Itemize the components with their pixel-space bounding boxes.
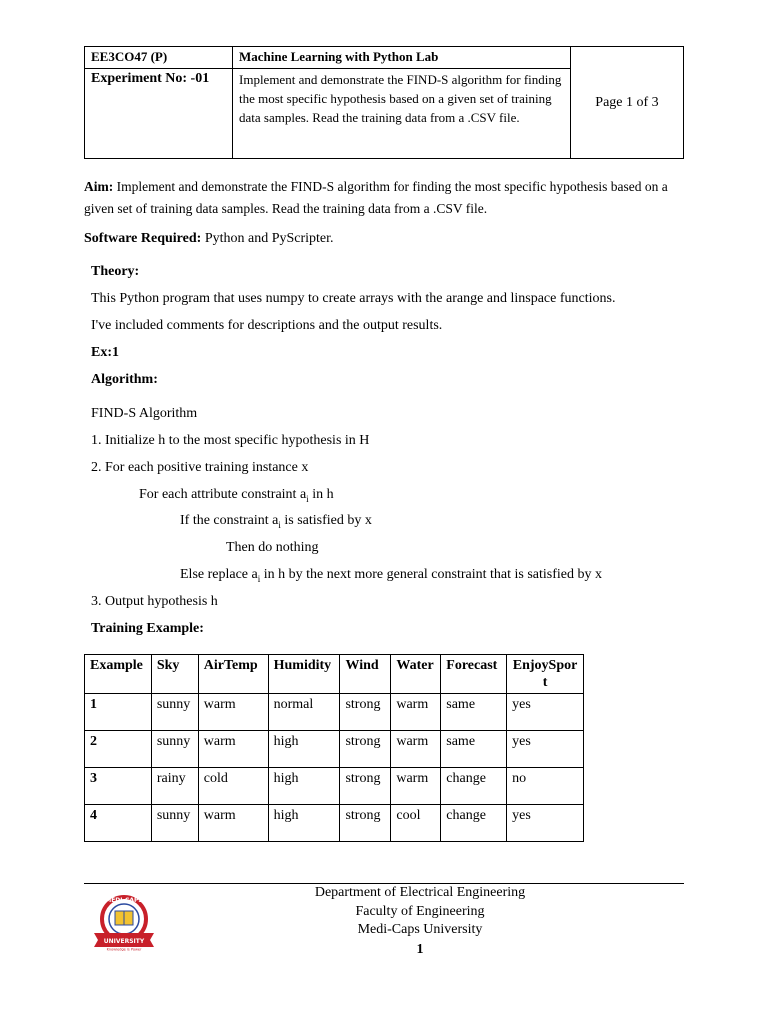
cell-forecast: change — [441, 805, 507, 842]
cell-wind: strong — [340, 731, 391, 768]
algorithm-step-3: 3. Output hypothesis h — [91, 594, 218, 609]
cell-humidity: normal — [268, 694, 340, 731]
algorithm-step-2b-end: is satisfied by x — [280, 513, 372, 528]
col-header-water: Water — [391, 655, 441, 694]
cell-enjoysport: yes — [507, 731, 584, 768]
table-row — [85, 805, 584, 842]
algorithm-step-2b-text: If the constraint a — [180, 513, 279, 528]
algorithm-step-2a-text: For each attribute constraint a — [139, 487, 307, 502]
algorithm-step-2a — [139, 487, 334, 504]
col-header-sky: Sky — [151, 655, 198, 694]
cell-humidity: high — [268, 768, 340, 805]
algorithm-step-2a-sub: i — [306, 493, 309, 504]
cell-airtemp: warm — [198, 731, 268, 768]
algorithm-step-2b — [180, 513, 372, 530]
university-logo — [88, 893, 160, 951]
algorithm-step-2d-end: in h by the next more general constraint that is satisfied by x — [260, 567, 602, 582]
algorithm-heading: Algorithm: — [91, 372, 158, 387]
algorithm-step-2b-sub: i — [278, 519, 281, 530]
cell-example: 1 — [85, 694, 152, 731]
cell-airtemp: warm — [198, 805, 268, 842]
cell-forecast: change — [441, 768, 507, 805]
training-heading: Training Example: — [91, 621, 204, 636]
training-table — [84, 654, 584, 842]
cell-sky: rainy — [151, 768, 198, 805]
col-header-wind: Wind — [340, 655, 391, 694]
cell-enjoysport: no — [507, 768, 584, 805]
logo-name: MEDI-CAPS — [105, 897, 143, 904]
cell-airtemp: warm — [198, 694, 268, 731]
document-header-table — [84, 46, 684, 159]
theory-line-2: I've included comments for descriptions and the output results. — [91, 318, 443, 333]
page-info: Page 1 of 3 — [571, 47, 684, 159]
col-header-example: Example — [85, 655, 152, 694]
course-name: Machine Learning with Python Lab — [233, 47, 571, 69]
table-row — [85, 768, 584, 805]
logo-tagline: Knowledge is Power — [106, 947, 142, 951]
col-header-airtemp: AirTemp — [198, 655, 268, 694]
cell-airtemp: cold — [198, 768, 268, 805]
software-label: Software Required: — [84, 231, 202, 246]
footer-page-number: 1 — [416, 942, 424, 957]
aim-text: Implement and demonstrate the FIND-S algorithm for finding the most specific hypothesis based on a given set of training data samples. Read the training data from a .CSV file. — [84, 179, 668, 216]
course-code: EE3CO47 (P) — [85, 47, 233, 69]
algorithm-step-2c: Then do nothing — [226, 540, 319, 555]
cell-humidity: high — [268, 731, 340, 768]
col-header-enjoysport: EnjoySport — [507, 655, 584, 694]
training-header-row — [85, 655, 584, 694]
cell-water: cool — [391, 805, 441, 842]
experiment-description: Implement and demonstrate the FIND-S algorithm for finding the most specific hypothesis based on a given set of training data samples. Read the training data from a .CSV file. — [233, 69, 571, 159]
footer-divider — [84, 883, 684, 884]
algorithm-step-2d-text: Else replace a — [180, 567, 258, 582]
theory-line-1: This Python program that uses numpy to create arrays with the arange and linspace functions. — [91, 291, 616, 306]
experiment-number: Experiment No: -01 — [85, 69, 233, 159]
cell-enjoysport: yes — [507, 805, 584, 842]
cell-example: 4 — [85, 805, 152, 842]
cell-humidity: high — [268, 805, 340, 842]
col-header-forecast: Forecast — [441, 655, 507, 694]
footer-department: Department of Electrical Engineering — [314, 885, 526, 900]
cell-example: 2 — [85, 731, 152, 768]
cell-wind: strong — [340, 694, 391, 731]
algorithm-title: FIND-S Algorithm — [91, 406, 198, 421]
algorithm-step-2a-end: in h — [308, 487, 334, 502]
cell-sky: sunny — [151, 694, 198, 731]
col-header-humidity: Humidity — [268, 655, 340, 694]
cell-sky: sunny — [151, 805, 198, 842]
cell-enjoysport: yes — [507, 694, 584, 731]
cell-sky: sunny — [151, 731, 198, 768]
cell-water: warm — [391, 694, 441, 731]
cell-forecast: same — [441, 694, 507, 731]
algorithm-step-2d-sub: i — [257, 573, 261, 584]
software-text: Python and PyScripter. — [204, 231, 334, 246]
aim-paragraph — [84, 176, 684, 220]
cell-wind: strong — [340, 768, 391, 805]
cell-example: 3 — [85, 768, 152, 805]
algorithm-step-2d — [180, 567, 602, 584]
algorithm-step-1: 1. Initialize h to the most specific hypothesis in H — [91, 433, 370, 448]
cell-forecast: same — [441, 731, 507, 768]
cell-water: warm — [391, 768, 441, 805]
table-row — [85, 694, 584, 731]
footer-university: Medi-Caps University — [357, 922, 483, 937]
example-heading: Ex:1 — [91, 345, 119, 360]
footer-faculty: Faculty of Engineering — [355, 904, 485, 919]
aim-label: Aim: — [84, 179, 114, 194]
software-paragraph — [84, 231, 334, 247]
table-row — [85, 731, 584, 768]
algorithm-step-2: 2. For each positive training instance x — [91, 460, 309, 475]
logo-banner: UNIVERSITY — [103, 938, 145, 945]
cell-water: warm — [391, 731, 441, 768]
theory-heading: Theory: — [91, 264, 140, 279]
cell-wind: strong — [340, 805, 391, 842]
